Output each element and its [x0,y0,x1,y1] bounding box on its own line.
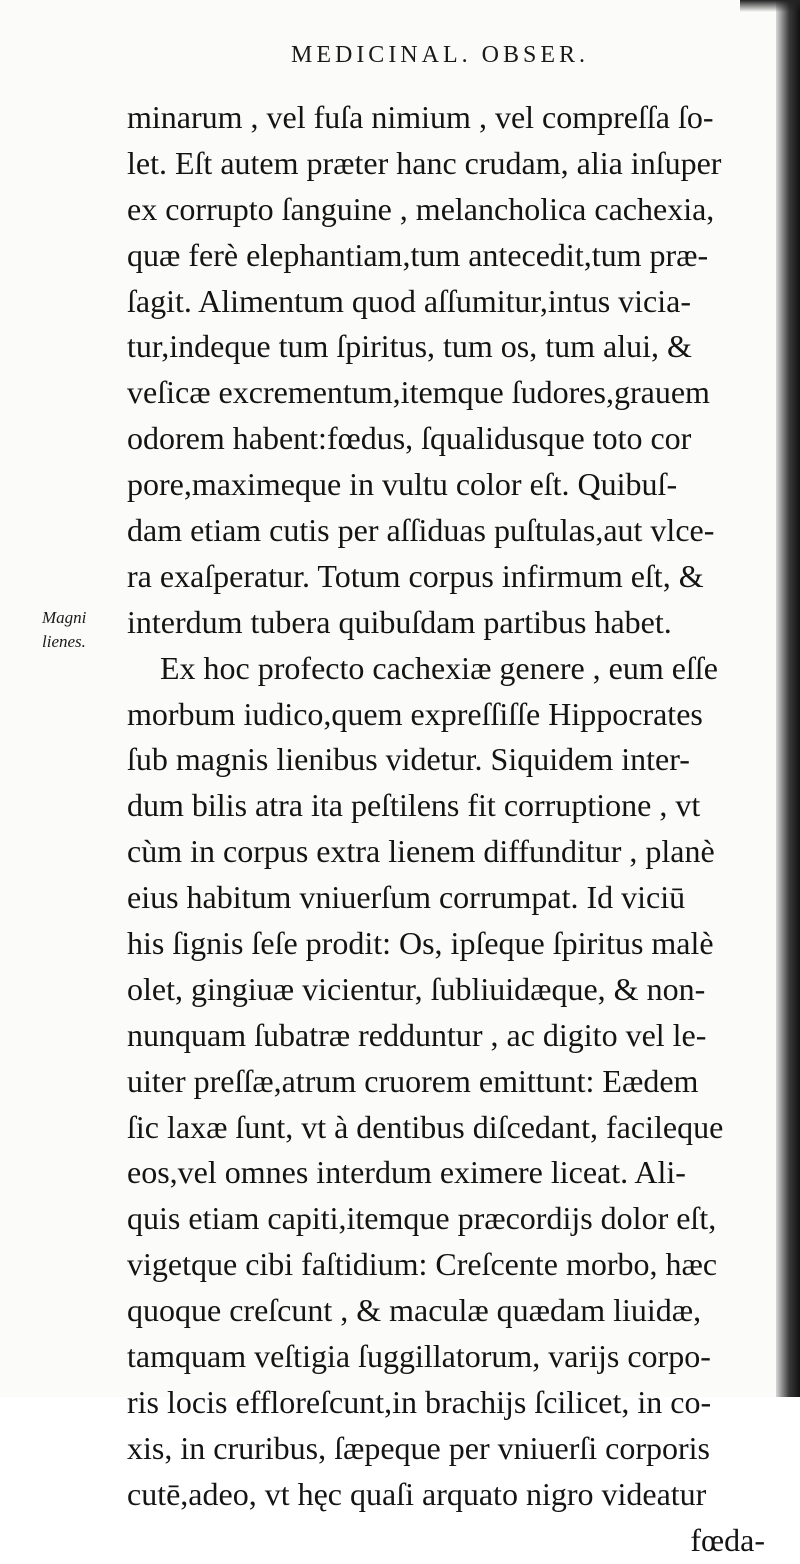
text-line: ra exaſperatur. Totum corpus infirmum eſt, & [127,557,704,594]
text-line: interdum tubera quibuſdam partibus habet. [127,603,672,640]
text-line: minarum , vel fuſa nimium , vel compreſſa ſo- [127,99,714,135]
text-line: ſub magnis lienibus videtur. Siquidem inter- [127,741,690,778]
page-gutter-shadow [776,0,800,1397]
text-line: ſic laxæ ſunt, vt à dentibus diſcedant, facileque [127,1108,724,1145]
catchword-line: fœda- [690,1521,765,1558]
text-line: pore,maximeque in vultu color eſt. Quibuſ- [127,466,678,503]
text-line: quæ ferè elephantiam,tum antecedit,tum præ- [127,236,709,273]
text-line: tur,indeque tum ſpiritus, tum os, tum alui, & [127,328,692,365]
text-line: veſicæ excrementum,itemque ſudores,grauem [127,374,710,411]
text-line: his ſignis ſeſe prodit: Os, ipſeque ſpiritus malè [127,925,714,962]
paragraph-first-line: Ex hoc profecto cachexiæ genere , eum eſſe [160,649,718,686]
text-line: xis, in cruribus, ſæpeque per vniuerſi corporis [127,1429,710,1466]
text-line: vigetque cibi faſtidium: Creſcente morbo, hæc [127,1246,718,1283]
text-line: olet, gingiuæ vicientur, ſubliuidæque, & non- [127,970,706,1007]
text-line: uiter preſſæ,atrum cruorem emittunt: Eædem [127,1062,699,1099]
text-line: dam etiam cutis per aſſiduas puſtulas,aut vlce- [127,512,715,549]
text-line: nunquam ſubatræ redduntur , ac digito vel le- [127,1016,707,1053]
text-line: ſagit. Alimentum quod aſſumitur,intus vicia- [127,282,691,319]
marginal-note-line: lienes. [42,632,86,651]
marginal-note [42,606,124,654]
marginal-note-line: Magni [42,608,87,627]
text-line: quoque creſcunt , & maculæ quædam liuidæ, [127,1292,702,1329]
text-line: cùm in corpus extra lienem diffunditur , planè [127,833,715,870]
text-line: dum bilis atra ita peſtilens fit corruptione , vt [127,787,701,824]
text-line: eius habitum vniuerſum corrumpat. Id viciū [127,879,686,916]
text-line: quis etiam capiti,itemque præcordijs dolor eſt, [127,1200,717,1237]
text-line: ex corrupto ſanguine , melancholica cachexia, [127,190,715,227]
text-line: let. Eſt autem præter hanc crudam, alia inſuper [127,144,722,181]
text-line: tamquam veſtigia ſuggillatorum, varijs corpo- [127,1338,711,1375]
text-line: eos,vel omnes interdum eximere liceat. Ali- [127,1154,686,1191]
text-line: ris locis effloreſcunt,in brachijs ſcilicet, in co- [127,1383,712,1420]
body-text [127,95,765,1564]
running-title: MEDICINAL. OBSER. [290,42,589,68]
text-line: morbum iudico,quem expreſſiſſe Hippocrates [127,695,703,732]
text-line: odorem habent:fœdus, ſqualidusque toto cor [127,420,692,457]
text-line: cutē,adeo, vt hęc quaſi arquato nigro videatur [127,1475,707,1512]
page-top-shadow [740,0,800,12]
